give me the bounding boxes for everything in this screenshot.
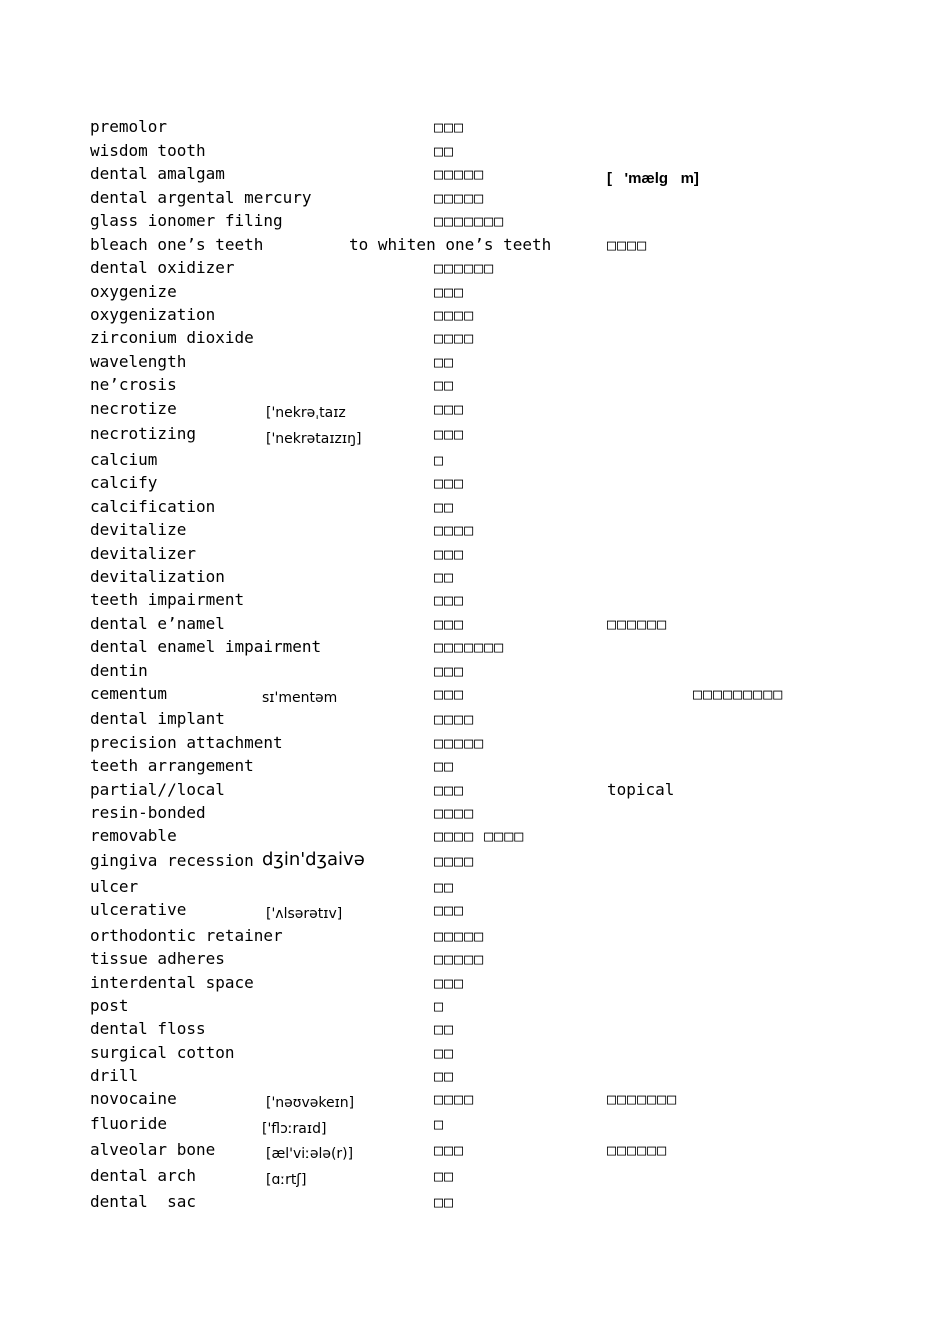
term: devitalize	[90, 520, 187, 539]
gloss: □□□□□	[434, 950, 485, 968]
term: calcify	[90, 473, 158, 492]
gloss: □	[434, 1115, 445, 1133]
gloss: □□□	[434, 685, 465, 703]
phonetic: ['nekrətaɪzɪŋ]	[266, 431, 362, 447]
gloss: □□□□□□□	[434, 638, 505, 656]
gloss: □□	[434, 498, 455, 516]
term: drill	[90, 1066, 139, 1085]
phonetic: dʒin'dʒaivə	[262, 849, 365, 870]
phonetic: [æl'viːələ(r)]	[266, 1146, 354, 1162]
phonetic: ['nekrəˌtaɪz	[266, 405, 346, 421]
alt-term: to whiten one’s teeth	[349, 235, 552, 254]
gloss: □□□	[434, 662, 465, 680]
term: novocaine	[90, 1089, 177, 1108]
note: □□□□□□	[607, 615, 668, 633]
note: □□□□	[607, 236, 648, 254]
gloss: □□□□	[434, 521, 475, 539]
gloss: □□□	[434, 545, 465, 563]
gloss: □□□	[434, 781, 465, 799]
term: dentin	[90, 661, 148, 680]
gloss: □□□	[434, 425, 465, 443]
gloss: □□□□	[434, 852, 475, 870]
gloss: □□	[434, 1020, 455, 1038]
phonetic-note: [ 'mælg m]	[607, 170, 699, 187]
term: dental floss	[90, 1019, 206, 1038]
gloss: □□	[434, 757, 455, 775]
gloss: □□	[434, 568, 455, 586]
term: dental arch	[90, 1166, 196, 1185]
term: dental argental mercury	[90, 188, 312, 207]
term: surgical cotton	[90, 1043, 235, 1062]
term: precision attachment	[90, 733, 283, 752]
term: oxygenization	[90, 305, 216, 324]
term: dental amalgam	[90, 164, 225, 183]
gloss: □□□	[434, 1141, 465, 1159]
gloss: □□	[434, 1193, 455, 1211]
term: teeth arrangement	[90, 756, 254, 775]
term: ne’crosis	[90, 375, 177, 394]
term: wisdom tooth	[90, 141, 206, 160]
phonetic: ['nəʊvəkeɪn]	[266, 1095, 355, 1111]
gloss: □□	[434, 878, 455, 896]
gloss: □□□□□	[434, 189, 485, 207]
term: glass ionomer filing	[90, 211, 283, 230]
gloss: □	[434, 451, 445, 469]
term: fluoride	[90, 1114, 168, 1133]
gloss: □	[434, 997, 445, 1015]
gloss: □□□	[434, 474, 465, 492]
term: ulcerative	[90, 900, 187, 919]
gloss: □□	[434, 142, 455, 160]
gloss: □□□	[434, 591, 465, 609]
gloss: □□□□□□	[434, 259, 495, 277]
term: tissue adheres	[90, 949, 225, 968]
term: orthodontic retainer	[90, 926, 283, 945]
term: cementum	[90, 684, 168, 703]
term: dental e’namel	[90, 614, 225, 633]
gloss: □□□□	[434, 1090, 475, 1108]
term: ulcer	[90, 877, 139, 896]
gloss: □□□□	[434, 804, 475, 822]
note: □□□□□□	[607, 1141, 668, 1159]
term: calcification	[90, 497, 216, 516]
gloss: □□□□	[434, 710, 475, 728]
gloss: □□□□ □□□□	[434, 827, 525, 845]
gloss: □□□□□	[434, 734, 485, 752]
gloss: □□□	[434, 118, 465, 136]
gloss: □□□□□	[434, 165, 485, 183]
gloss: □□□	[434, 901, 465, 919]
term: premolor	[90, 117, 168, 136]
gloss: □□□	[434, 615, 465, 633]
term: post	[90, 996, 129, 1015]
gloss: □□□	[434, 974, 465, 992]
gloss: □□□□	[434, 329, 475, 347]
phonetic: sɪ'mentəm	[262, 690, 338, 706]
gloss: □□	[434, 1067, 455, 1085]
term: dental implant	[90, 709, 225, 728]
term: devitalization	[90, 567, 225, 586]
term: gingiva recession	[90, 851, 254, 870]
gloss: □□	[434, 1167, 455, 1185]
term: partial//local	[90, 780, 225, 799]
term: interdental space	[90, 973, 254, 992]
gloss: □□□□	[434, 306, 475, 324]
gloss: □□□□□□□	[434, 212, 505, 230]
note: topical	[607, 780, 675, 799]
phonetic: ['flɔːraɪd]	[262, 1121, 327, 1137]
gloss: □□□□□	[434, 927, 485, 945]
term: resin-bonded	[90, 803, 206, 822]
term: dental enamel impairment	[90, 637, 322, 656]
gloss: □□	[434, 353, 455, 371]
term: alveolar bone	[90, 1140, 216, 1159]
term: necrotize	[90, 399, 177, 418]
term: removable	[90, 826, 177, 845]
note: □□□□□□□	[607, 1090, 678, 1108]
phonetic: ['ʌlsərətɪv]	[266, 906, 343, 922]
term: necrotizing	[90, 424, 196, 443]
gloss: □□	[434, 376, 455, 394]
gloss: □□□	[434, 283, 465, 301]
term: oxygenize	[90, 282, 177, 301]
term: devitalizer	[90, 544, 196, 563]
note: □□□□□□□□□	[693, 685, 784, 703]
term: teeth impairment	[90, 590, 245, 609]
gloss: □□	[434, 1044, 455, 1062]
term: dental sac	[90, 1192, 196, 1211]
term: bleach one’s teeth	[90, 235, 264, 254]
gloss: □□□	[434, 400, 465, 418]
term: wavelength	[90, 352, 187, 371]
term: calcium	[90, 450, 158, 469]
phonetic: [ɑːrtʃ]	[266, 1172, 307, 1188]
term: dental oxidizer	[90, 258, 235, 277]
term: zirconium dioxide	[90, 328, 254, 347]
